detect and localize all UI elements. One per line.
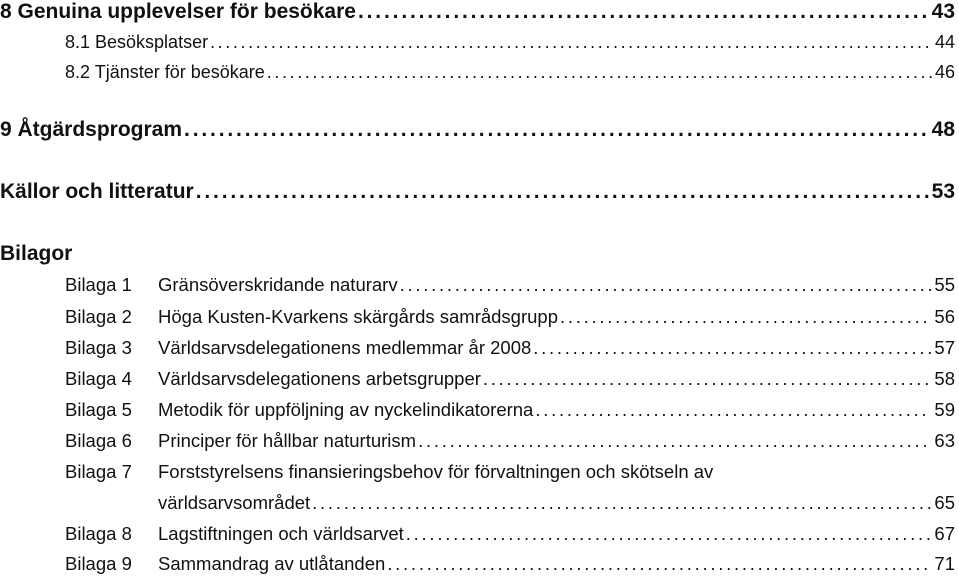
dot-leader bbox=[210, 32, 932, 53]
toc-entry-appendix-7[interactable] bbox=[0, 461, 955, 483]
toc-entry-page: 58 bbox=[934, 368, 955, 389]
toc-entry-section-8-1[interactable] bbox=[0, 32, 955, 53]
toc-entry-title: Källor och litteratur bbox=[0, 180, 194, 203]
toc-entry-page: 71 bbox=[934, 553, 955, 574]
appendix-label: Bilaga 7 bbox=[65, 461, 132, 482]
dot-leader bbox=[267, 62, 932, 83]
toc-entry-title: 9 Åtgärdsprogram bbox=[0, 118, 183, 141]
toc-entry-page: 43 bbox=[931, 0, 955, 23]
toc-entry-page: 46 bbox=[934, 62, 955, 82]
toc-entry-title: Forststyrelsens finansieringsbehov för förvaltningen och skötseln av bbox=[158, 461, 714, 482]
toc-entry-page: 65 bbox=[934, 492, 955, 513]
toc-entry-appendix-7-continued[interactable] bbox=[0, 492, 955, 514]
toc-entry-title: Lagstiftningen och världsarvet bbox=[158, 523, 404, 544]
toc-entry-page: 53 bbox=[931, 180, 955, 203]
appendix-label: Bilaga 9 bbox=[65, 553, 132, 574]
dot-leader bbox=[387, 553, 931, 575]
appendix-label: Bilaga 6 bbox=[65, 430, 132, 451]
dot-leader bbox=[400, 274, 932, 296]
toc-entry-appendix-6[interactable] bbox=[0, 430, 955, 452]
toc-entry-title: Sammandrag av utlåtanden bbox=[158, 553, 386, 574]
toc-entry-title: Metodik för uppföljning av nyckelindikatorerna bbox=[158, 399, 534, 420]
appendix-label: Bilaga 8 bbox=[65, 523, 132, 544]
dot-leader bbox=[358, 0, 929, 24]
toc-entry-title: Gränsöverskridande naturarv bbox=[158, 274, 398, 295]
toc-entry-page: 48 bbox=[931, 118, 955, 141]
toc-entry-page: 63 bbox=[934, 430, 955, 451]
dot-leader bbox=[406, 523, 932, 545]
toc-entry-page: 44 bbox=[934, 32, 955, 52]
dot-leader bbox=[196, 180, 929, 204]
toc-entry-title: Världsarvsdelegationens medlemmar år 2008 bbox=[158, 337, 532, 358]
toc-entry-title: Världsarvsdelegationens arbetsgrupper bbox=[158, 368, 481, 389]
toc-entry-page: 57 bbox=[934, 337, 955, 358]
appendix-label: Bilaga 3 bbox=[65, 337, 132, 358]
appendices-heading bbox=[0, 242, 955, 266]
toc-entry-title: 8 Genuina upplevelser för besökare bbox=[0, 0, 356, 23]
dot-leader bbox=[483, 368, 932, 390]
appendix-label: Bilaga 4 bbox=[65, 368, 132, 389]
dot-leader bbox=[184, 118, 929, 142]
dot-leader bbox=[533, 337, 931, 359]
toc-entry-appendix-4[interactable] bbox=[0, 368, 955, 390]
toc-entry-appendix-9[interactable] bbox=[0, 553, 955, 575]
toc-entry-section-8-2[interactable] bbox=[0, 62, 955, 83]
dot-leader bbox=[535, 399, 931, 421]
toc-entry-chapter-8[interactable] bbox=[0, 0, 955, 24]
toc-entry-appendix-3[interactable] bbox=[0, 337, 955, 359]
toc-entry-page: 55 bbox=[934, 274, 955, 295]
toc-entry-appendix-2[interactable] bbox=[0, 306, 955, 328]
toc-entry-title: Höga Kusten-Kvarkens skärgårds samrådsgrupp bbox=[158, 306, 558, 327]
toc-entry-chapter-9[interactable] bbox=[0, 118, 955, 142]
dot-leader bbox=[560, 306, 931, 328]
dot-leader bbox=[418, 430, 931, 452]
appendix-label: Bilaga 2 bbox=[65, 306, 132, 327]
toc-entry-title-continued: världsarvsområdet bbox=[158, 492, 311, 513]
toc-entry-title: 8.1 Besöksplatser bbox=[65, 32, 209, 52]
toc-entry-title: 8.2 Tjänster för besökare bbox=[65, 62, 265, 82]
appendices-heading-text: Bilagor bbox=[0, 242, 73, 265]
toc-entry-page: 67 bbox=[934, 523, 955, 544]
appendix-label: Bilaga 1 bbox=[65, 274, 132, 295]
dot-leader bbox=[312, 492, 931, 514]
appendix-label: Bilaga 5 bbox=[65, 399, 132, 420]
toc-entry-page: 59 bbox=[934, 399, 955, 420]
toc-entry-page: 56 bbox=[934, 306, 955, 327]
toc-entry-sources[interactable] bbox=[0, 180, 955, 204]
toc-entry-appendix-8[interactable] bbox=[0, 523, 955, 545]
toc-entry-title: Principer för hållbar naturturism bbox=[158, 430, 417, 451]
toc-entry-appendix-5[interactable] bbox=[0, 399, 955, 421]
toc-entry-appendix-1[interactable] bbox=[0, 274, 955, 296]
